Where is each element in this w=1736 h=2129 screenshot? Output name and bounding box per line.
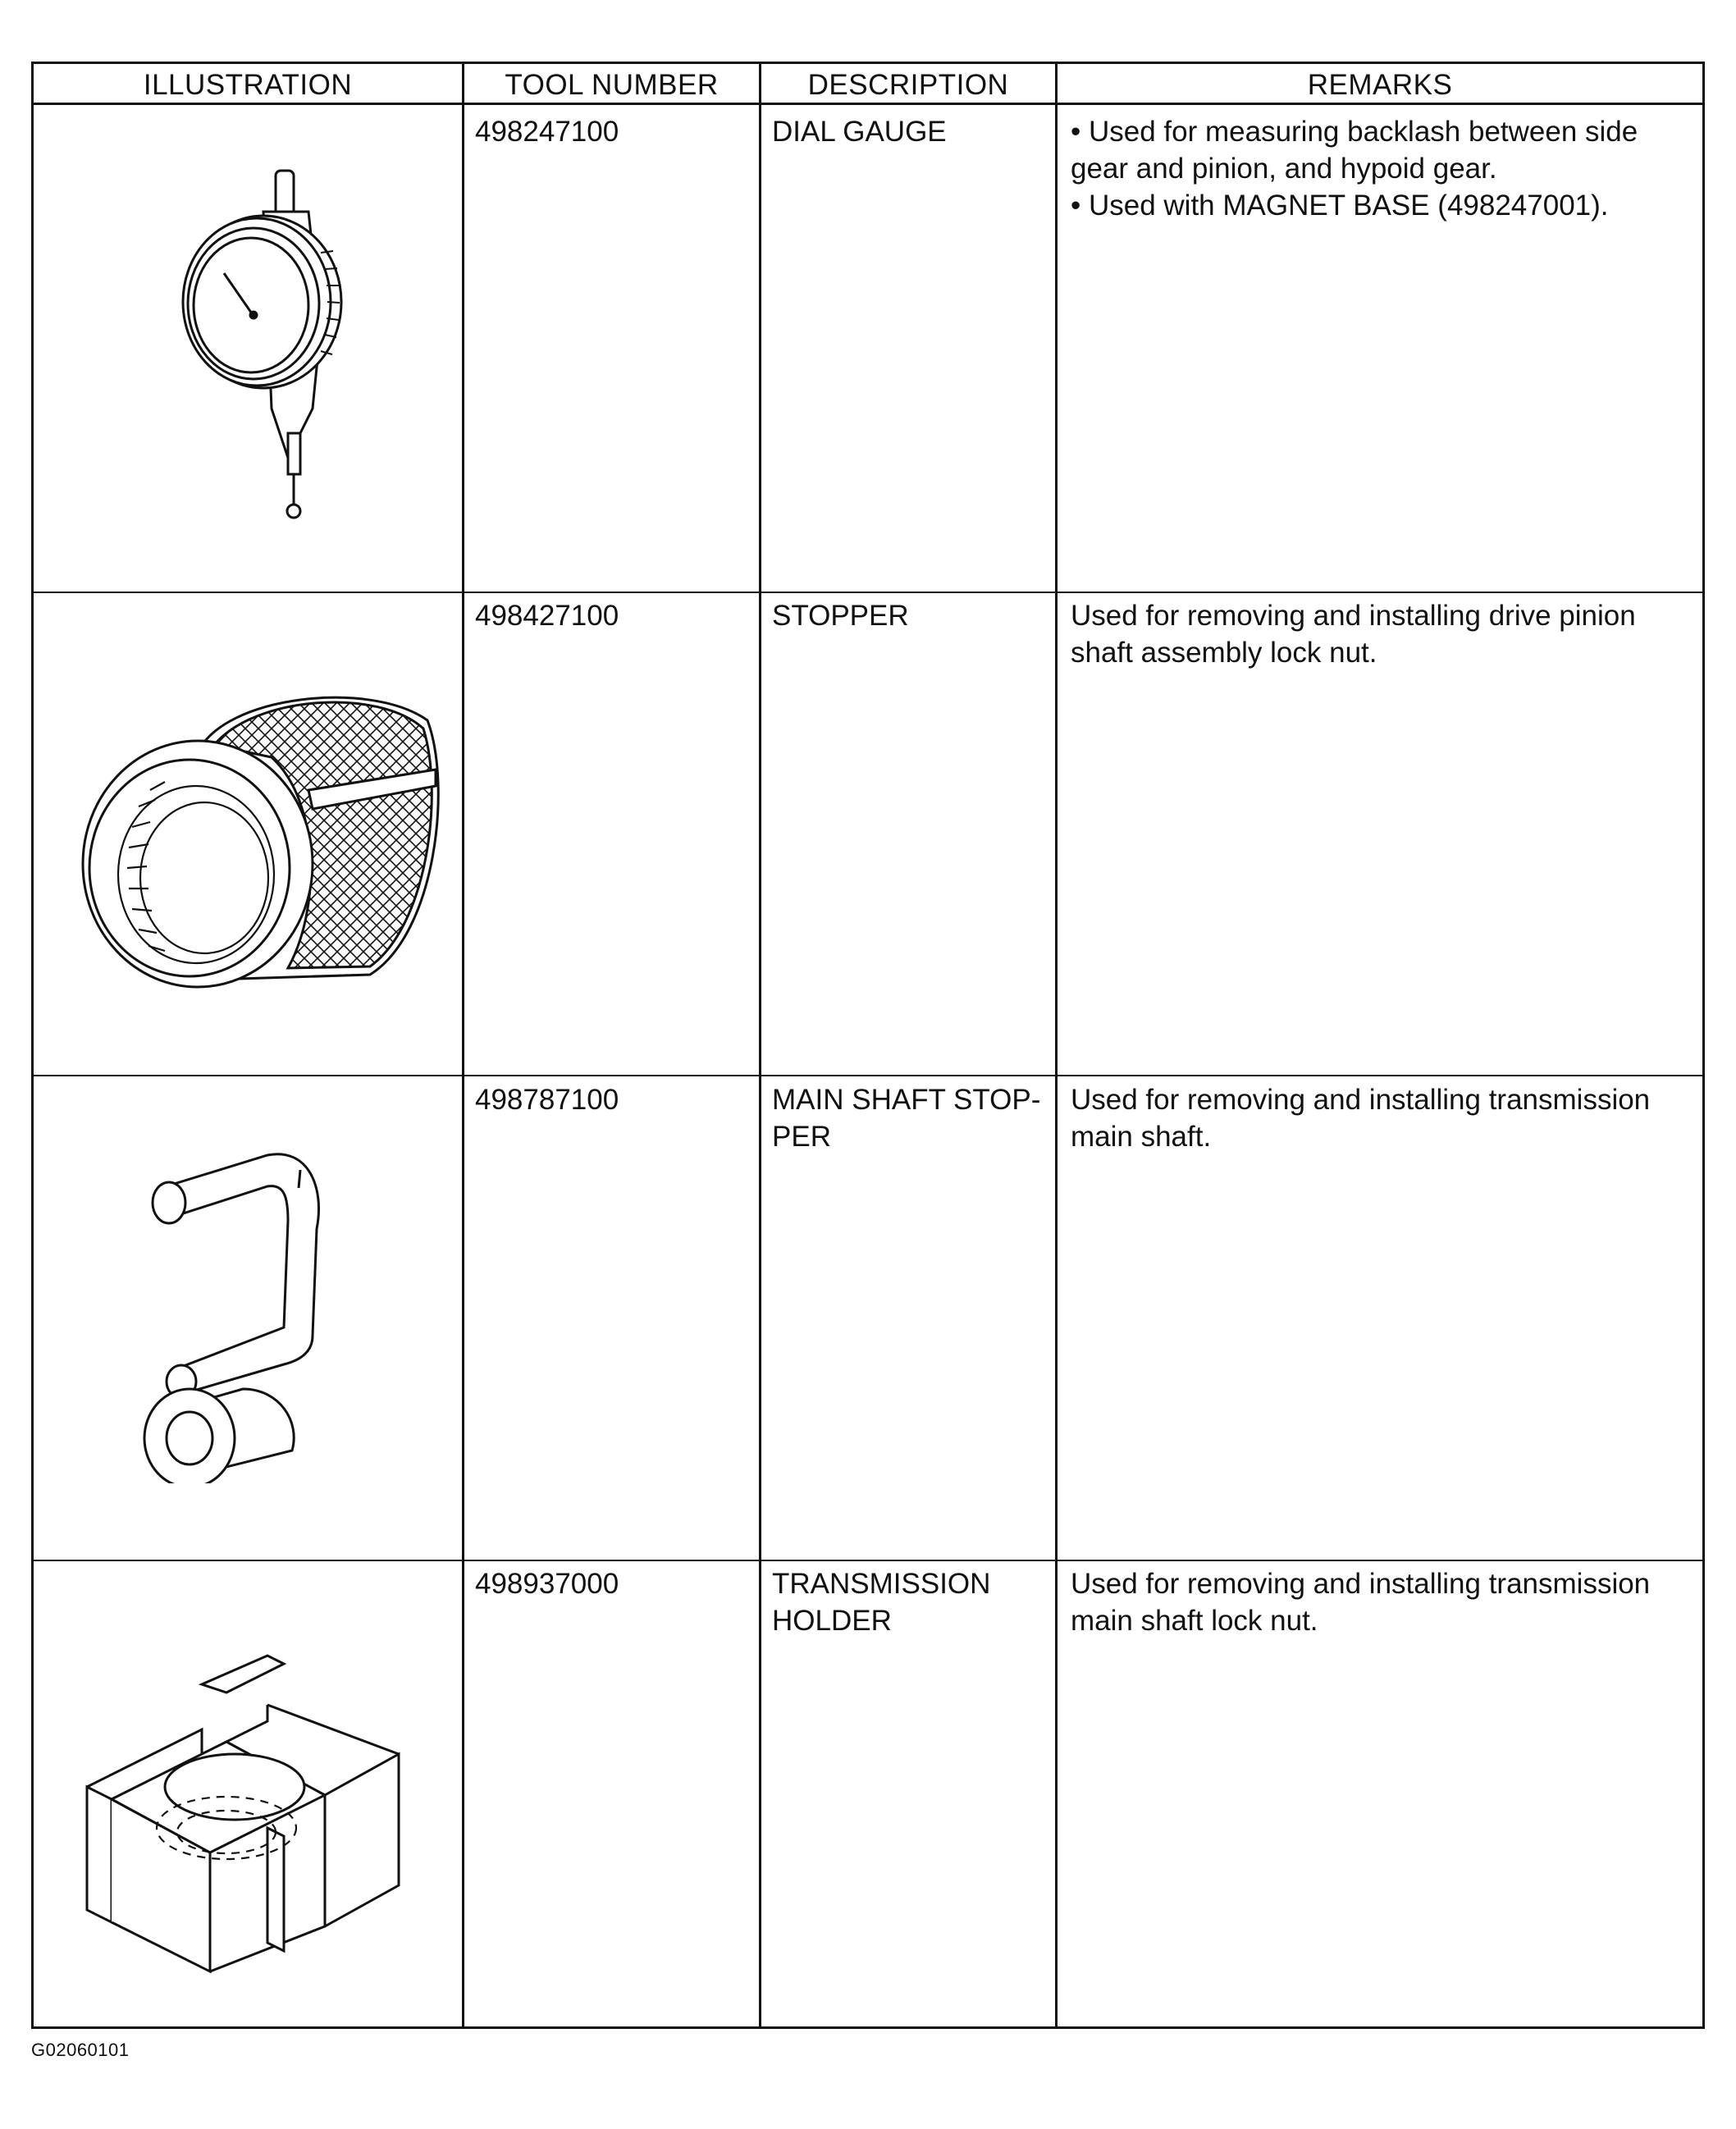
stopper-icon xyxy=(75,663,452,1007)
transmission-holder-icon xyxy=(79,1639,440,1984)
row-divider xyxy=(34,592,1702,593)
remark-line: • Used with MAGNET BASE (498247001). xyxy=(1071,190,1609,222)
tool-remarks xyxy=(1071,113,1702,224)
tool-description xyxy=(772,1081,1040,1155)
tool-remarks xyxy=(1071,1565,1702,1639)
header-tool-number: TOOL NUMBER xyxy=(505,69,719,101)
special-tools-table xyxy=(31,62,1705,2029)
tool-number: 498937000 xyxy=(475,1568,619,1600)
remark-line: Used for removing and installing drive pinion xyxy=(1071,600,1636,632)
main-shaft-stopper-icon xyxy=(136,1139,382,1483)
dial-gauge-icon xyxy=(157,162,370,532)
row-divider xyxy=(34,1560,1702,1561)
header-illustration: ILLUSTRATION xyxy=(143,69,353,101)
tool-number: 498427100 xyxy=(475,600,619,632)
remark-line: main shaft. xyxy=(1071,1121,1212,1153)
remark-line: gear and pinion, and hypoid gear. xyxy=(1071,153,1497,185)
header-remarks: REMARKS xyxy=(1307,69,1453,101)
column-divider xyxy=(462,64,464,2026)
description-line: PER xyxy=(772,1121,831,1153)
remark-line: Used for removing and installing transmission xyxy=(1071,1568,1651,1600)
column-divider xyxy=(759,64,761,2026)
remark-line: shaft assembly lock nut. xyxy=(1071,637,1377,669)
column-divider xyxy=(1055,64,1058,2026)
description-line: MAIN SHAFT STOP- xyxy=(772,1084,1041,1116)
table-header-row xyxy=(34,64,1702,105)
tool-number: 498247100 xyxy=(475,116,619,148)
remark-line: main shaft lock nut. xyxy=(1071,1605,1318,1637)
tool-remarks xyxy=(1071,1081,1702,1155)
figure-code: G02060101 xyxy=(31,2040,130,2060)
tool-description: STOPPER xyxy=(772,600,909,632)
row-divider xyxy=(34,1075,1702,1076)
tool-number: 498787100 xyxy=(475,1084,619,1116)
description-line: TRANSMISSION xyxy=(772,1568,991,1600)
description-line: HOLDER xyxy=(772,1605,892,1637)
tool-remarks xyxy=(1071,597,1702,671)
header-description: DESCRIPTION xyxy=(807,69,1009,101)
tool-description xyxy=(772,1565,990,1639)
remark-line: Used for removing and installing transmission xyxy=(1071,1084,1651,1116)
remark-line: • Used for measuring backlash between side xyxy=(1071,116,1638,148)
tool-description: DIAL GAUGE xyxy=(772,116,947,148)
